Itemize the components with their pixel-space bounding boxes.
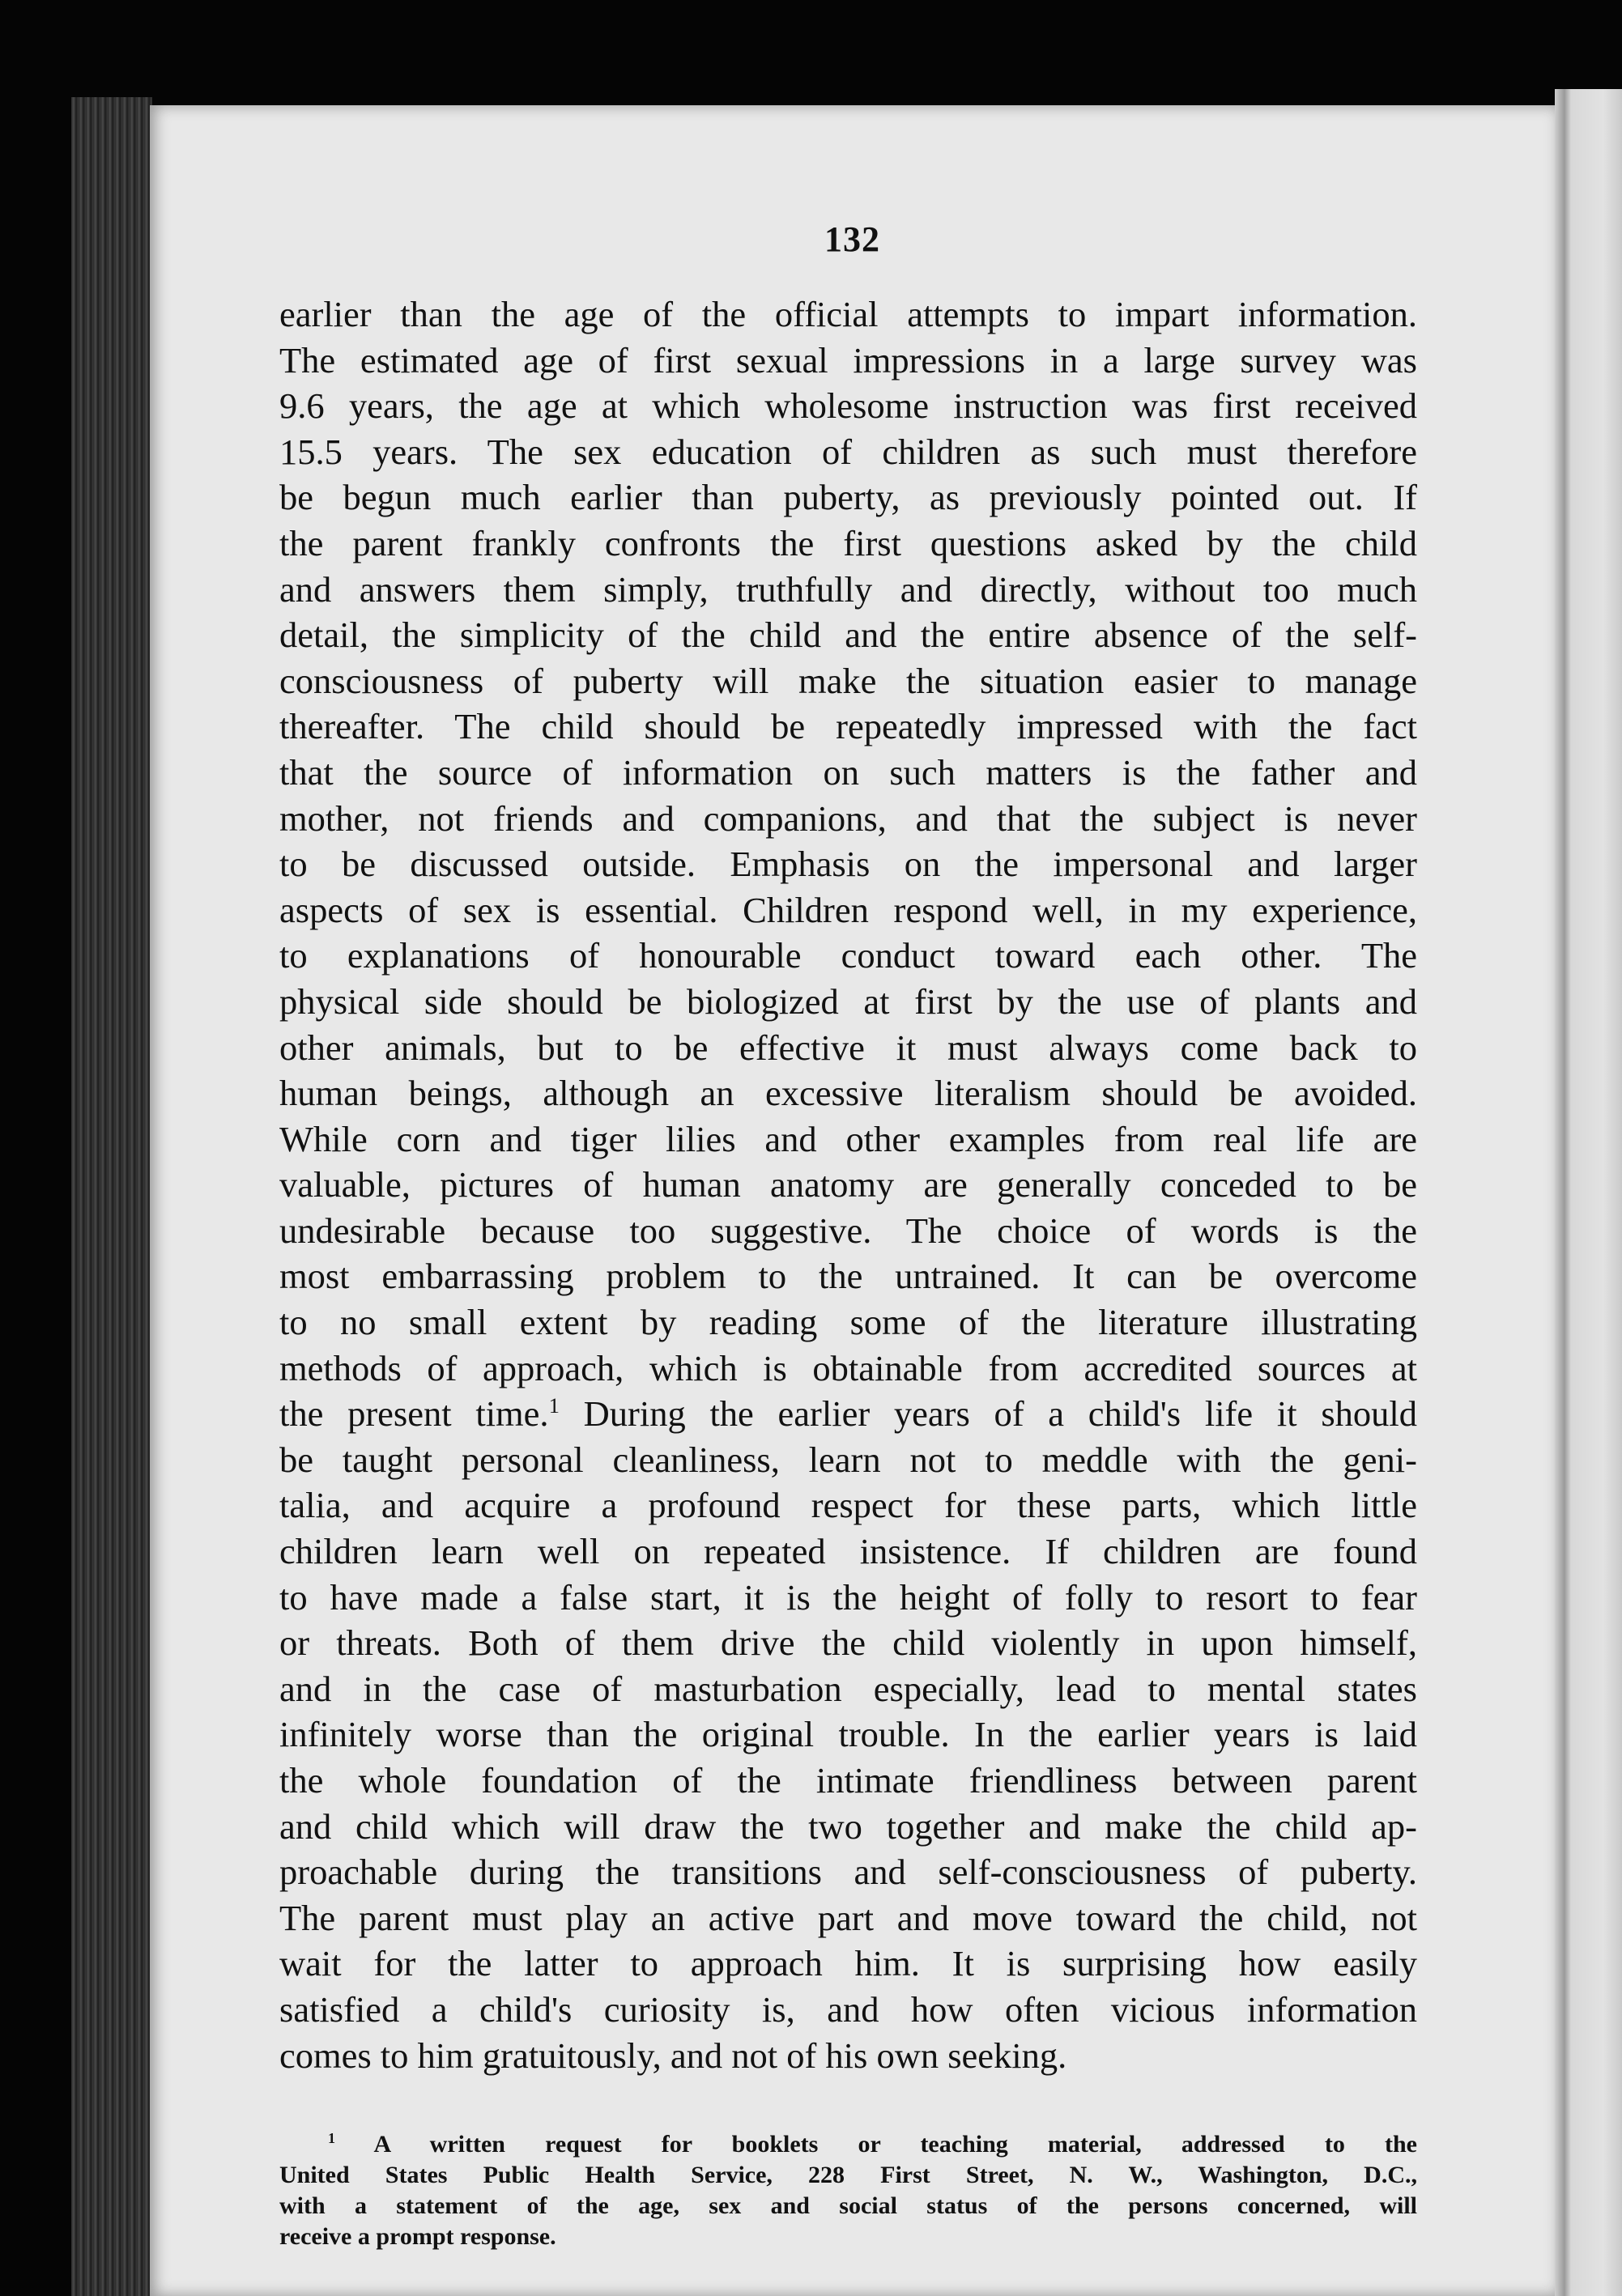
footnote-text: A written request for booklets or teaching material, addressed to the <box>373 2131 1417 2158</box>
text-line: talia, and acquire a profound respect for these parts, which little <box>279 1485 1417 1526</box>
text-line: and answers them simply, truthfully and directly, without too much <box>279 568 1417 610</box>
text-line: undesirable because too suggestive. The choice of words is the <box>279 1210 1417 1251</box>
text-line: mother, not friends and companions, and that the subject is never <box>279 797 1417 839</box>
book-page <box>150 105 1555 2296</box>
text-line: or threats. Both of them drive the child violently in upon himself, <box>279 1622 1417 1664</box>
footnote-line: with a statement of the age, sex and social status of the persons concerned, will <box>279 2192 1417 2219</box>
text-line: 15.5 years. The sex education of children as such must therefore <box>279 431 1417 472</box>
text-line: to explanations of honourable conduct toward each other. The <box>279 935 1417 976</box>
text-line: The parent must play an active part and move toward the child, not <box>279 1897 1417 1938</box>
text-line: the whole foundation of the intimate friendliness between parent <box>279 1760 1417 1801</box>
text-line: and in the case of masturbation especially, lead to mental states <box>279 1668 1417 1709</box>
text-line: be begun much earlier than puberty, as previously pointed out. If <box>279 477 1417 518</box>
text-line-with-footnote-ref <box>279 1391 1417 1437</box>
text-line: infinitely worse than the original trouble. In the earlier years is laid <box>279 1714 1417 1755</box>
body-text <box>279 291 1417 2078</box>
text-line: other animals, but to be effective it must always come back to <box>279 1027 1417 1068</box>
text-segment: During the earlier years of a child's life it should <box>559 1393 1418 1435</box>
page-right-edge <box>1555 89 1622 2296</box>
page-number: 132 <box>824 219 880 259</box>
text-line: comes to him gratuitously, and not of his own seeking. <box>279 2035 1067 2076</box>
footnote-line <box>279 2129 1417 2160</box>
text-line: and child which will draw the two together and make the child ap- <box>279 1805 1417 1847</box>
text-line: satisfied a child's curiosity is, and how often vicious information <box>279 1988 1417 2030</box>
text-line: 9.6 years, the age at which wholesome instruction was first received <box>279 385 1417 427</box>
footnote <box>279 2129 1417 2252</box>
text-line: While corn and tiger lilies and other examples from real life are <box>279 1118 1417 1159</box>
text-segment: the present time. <box>279 1393 549 1435</box>
text-line: most embarrassing problem to the untrained. It can be overcome <box>279 1256 1417 1297</box>
text-line: to no small extent by reading some of the literature illustrating <box>279 1302 1417 1343</box>
text-line: methods of approach, which is obtainable from accredited sources at <box>279 1347 1417 1388</box>
text-line: consciousness of puberty will make the situation easier to manage <box>279 660 1417 701</box>
text-line: valuable, pictures of human anatomy are generally conceded to be <box>279 1164 1417 1205</box>
footnote-line: United States Public Health Service, 228 First Street, N. W., Washington, D.C., <box>279 2162 1417 2188</box>
text-line: thereafter. The child should be repeatedly impressed with the fact <box>279 706 1417 747</box>
text-line: earlier than the age of the official attempts to impart information. <box>279 294 1417 334</box>
text-line: human beings, although an excessive literalism should be avoided. <box>279 1073 1417 1114</box>
book-binding <box>71 97 152 2296</box>
text-line: proachable during the transitions and self-consciousness of puberty. <box>279 1852 1417 1893</box>
text-line: detail, the simplicity of the child and the entire absence of the self- <box>279 614 1417 656</box>
text-line: be taught personal cleanliness, learn not to meddle with the geni- <box>279 1439 1417 1480</box>
text-line: aspects of sex is essential. Children respond well, in my experience, <box>279 889 1417 930</box>
text-line: that the source of information on such matters is the father and <box>279 751 1417 793</box>
text-line: physical side should be biologized at first by the use of plants and <box>279 980 1417 1022</box>
text-line: children learn well on repeated insistence. If children are found <box>279 1531 1417 1572</box>
text-line: to be discussed outside. Emphasis on the impersonal and larger <box>279 844 1417 885</box>
footnote-reference: 1 <box>548 1393 560 1418</box>
footnote-line: receive a prompt response. <box>279 2223 556 2250</box>
text-line: wait for the latter to approach him. It is surprising how easily <box>279 1943 1417 1984</box>
footnote-marker: 1 <box>328 2130 335 2146</box>
text-line: the parent frankly confronts the first questions asked by the child <box>279 522 1417 563</box>
text-line: The estimated age of first sexual impressions in a large survey was <box>279 339 1417 381</box>
text-line: to have made a false start, it is the height of folly to resort to fear <box>279 1576 1417 1618</box>
